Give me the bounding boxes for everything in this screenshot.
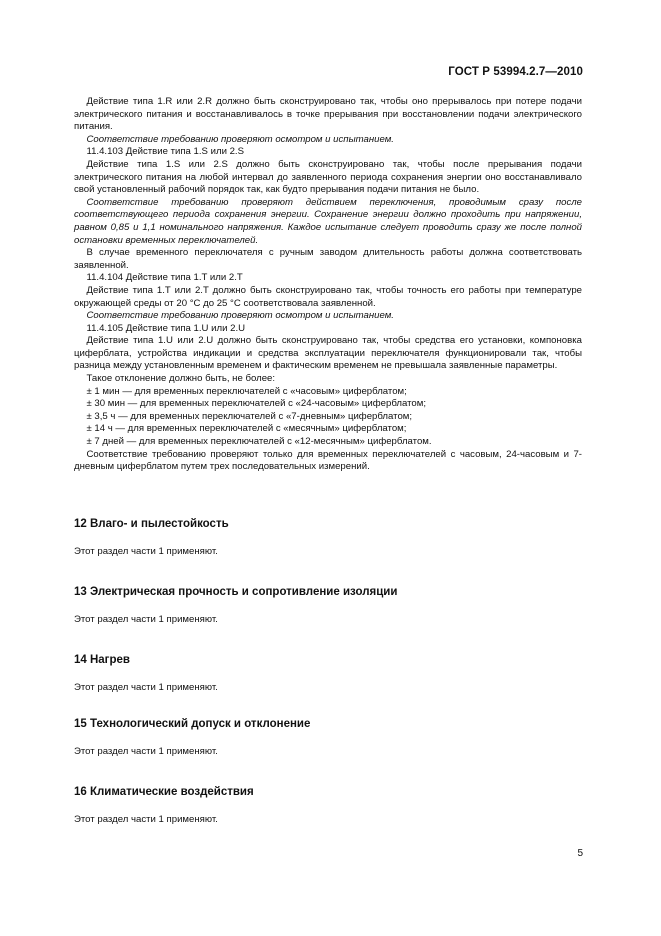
section-text: Этот раздел части 1 применяют.	[74, 546, 218, 557]
compliance-note: Соответствие требованию проверяют осмотром и испытанием.	[86, 133, 394, 145]
section-16	[74, 786, 582, 825]
clause-heading: 11.4.104 Действие типа 1.T или 2.T	[86, 272, 243, 284]
paragraph: Действие типа 1.T или 2.T должно быть сконструировано так, чтобы точность его работы при температуре окружающей среды от 20 °С до 25 °С соответствовала заявленной.	[74, 284, 582, 309]
paragraph: Действие типа 1.S или 2.S должно быть сконструировано так, чтобы после прерывания подачи электрического питания на любой интервал до заявленного периода сохранения энергии оно восстанавливало свой установленный рабочий порядок так, как будто прерывания подачи питания не было.	[74, 158, 582, 196]
clause-heading: 11.4.105 Действие типа 1.U или 2.U	[86, 322, 246, 334]
section-text: Этот раздел части 1 применяют.	[74, 614, 218, 625]
section-12	[74, 518, 582, 557]
paragraph: Действие типа 1.R или 2.R должно быть сконструировано так, чтобы оно прерывалось при потере подачи электрического питания и восстанавливалось в точке прерывания при восстановлении подачи электрического питания.	[74, 96, 582, 133]
section-text: Этот раздел части 1 применяют.	[74, 746, 218, 757]
section-title: 13 Электрическая прочность и сопротивление изоляции	[74, 586, 398, 598]
list-item: ± 30 мин — для временных переключателей с «24-часовым» циферблатом;	[86, 398, 427, 410]
paragraph: Такое отклонение должно быть, не более:	[86, 373, 276, 385]
compliance-note: Соответствие требованию проверяют действием переключения, проводимым сразу после соответствующего периода сохранения энергии. Сохранение энергии должно проходить при напряжении, равном 0,85 и 1,1 номинального напряжения. Каждое испытание следует проводить сразу же после полной остановки временных переключателей.	[74, 196, 582, 246]
compliance-note: Соответствие требованию проверяют осмотром и испытанием.	[86, 310, 394, 322]
section-15	[74, 718, 582, 757]
section-title: 14 Нагрев	[74, 654, 130, 666]
section-text: Этот раздел части 1 применяют.	[74, 682, 218, 693]
section-text: Этот раздел части 1 применяют.	[74, 814, 218, 825]
section-14	[74, 654, 582, 693]
list-item: ± 14 ч — для временных переключателей с «месячным» циферблатом;	[86, 423, 407, 435]
list-item: ± 3,5 ч — для временных переключателей с «7-дневным» циферблатом;	[86, 410, 413, 422]
standard-id: ГОСТ Р 53994.2.7—2010	[448, 66, 583, 78]
paragraph: В случае временного переключателя с ручным заводом длительность работы должна соответствовать заявленной.	[74, 247, 582, 271]
paragraph: Действие типа 1.U или 2.U должно быть сконструировано так, чтобы средства его установки, компоновка циферблата, устройства индикации и средства эксплуатации переключателя функционировали так, чтобы разница между установленным временем и фактическим временем не превышала заявленные параметры.	[74, 335, 582, 372]
page-number: 5	[577, 848, 583, 859]
tolerance-list	[74, 386, 582, 449]
section-13	[74, 586, 582, 625]
clause-heading: 11.4.103 Действие типа 1.S или 2.S	[86, 146, 245, 158]
section-title: 15 Технологический допуск и отклонение	[74, 718, 311, 730]
section-title: 16 Климатические воздействия	[74, 786, 254, 798]
body-text	[74, 96, 582, 474]
list-item: ± 1 мин — для временных переключателей с «часовым» циферблатом;	[86, 385, 407, 397]
paragraph: Соответствие требованию проверяют только для временных переключателей с часовым, 24-часовым и 7-дневным циферблатом путем трех последовательных измерений.	[74, 448, 582, 473]
section-title: 12 Влаго- и пылестойкость	[74, 518, 229, 530]
list-item: ± 7 дней — для временных переключателей с «12-месячным» циферблатом.	[86, 436, 432, 448]
